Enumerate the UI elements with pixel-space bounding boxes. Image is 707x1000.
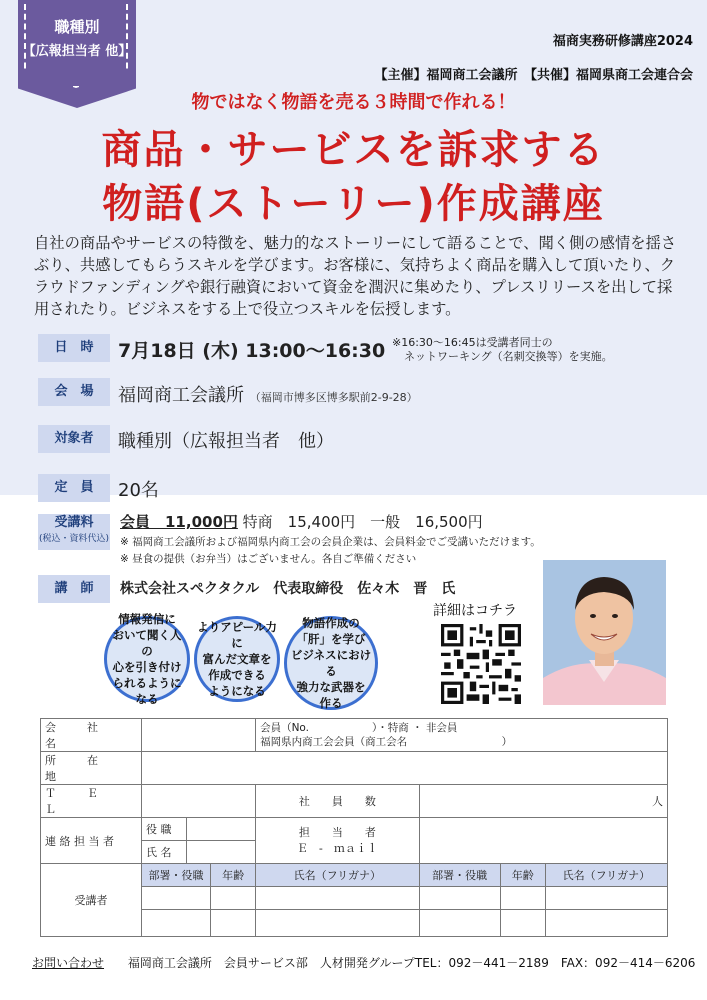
fee-label: [38, 514, 110, 550]
age-header-2: 年齢: [500, 864, 545, 887]
description: 自社の商品やサービスの特徴を、魅力的なストーリーにして語ることで、聞く側の感情を揺さぶり、共感してもらうスキルを学びます。お客様に、気持ちよく商品を購入して頂いたり、クラウドファンディングや銀行融資において資金を潤沢に集めたり、プレスリリースを出して採用されたり。ビジネスをする上で役立つスキルを伝授します。: [34, 234, 677, 318]
fee-line: [120, 511, 483, 532]
lecturer-portrait-icon: [543, 560, 666, 705]
attendee-age-input[interactable]: [500, 887, 545, 910]
bubble-line: よりアピール力に: [197, 620, 277, 650]
lecturer-label: 講 師: [38, 575, 110, 603]
contact-footer: [32, 954, 695, 971]
qr-label: 詳細はコチラ: [433, 603, 517, 619]
attendee-name-input[interactable]: [545, 910, 667, 937]
attendee-dept-input[interactable]: [419, 910, 500, 937]
person-in-charge-label: [256, 818, 420, 864]
tagline: 物ではなく物語を売る３時間で作れる！: [191, 92, 516, 113]
capacity-value: 20名: [118, 480, 159, 501]
dept-header-2: 部署・役職: [419, 864, 500, 887]
tel-label: Ｔ Ｅ Ｌ: [41, 785, 142, 818]
bubble-line: られるようになる: [112, 676, 182, 706]
date-note-line2: ネットワーキング（名刺交換等）を実施。: [404, 350, 613, 363]
venue-row: [118, 381, 418, 407]
staff-count-input[interactable]: [419, 785, 667, 818]
fee-note-2: ※ 昼食の提供（お弁当）はございません。各自ご準備ください: [120, 553, 417, 565]
staff-count-label: 社 員 数: [256, 785, 420, 818]
email-label: Ｅ - ｍａｉｌ: [296, 841, 378, 855]
attendee-dept-input[interactable]: [142, 887, 211, 910]
target-label: 対象者: [38, 425, 110, 453]
membership-line2: 福岡県内商工会会員（商工会名 ）: [260, 736, 513, 748]
tel-input[interactable]: [142, 785, 256, 818]
benefit-bubble-2: [194, 616, 280, 702]
category-tag-line1: 職種別: [54, 18, 100, 36]
category-tag-line2: 【広報担当者 他】: [22, 44, 132, 59]
bubble-line: 作る: [319, 696, 343, 710]
position-input[interactable]: [187, 818, 256, 841]
venue-address: （福岡市博多区博多駅前2-9-28）: [249, 391, 418, 404]
lecturer-photo: [543, 560, 666, 705]
people-unit: 人: [652, 795, 663, 808]
membership-field[interactable]: [256, 719, 668, 752]
bubble-line: ようになる: [208, 684, 266, 698]
qr-code-icon[interactable]: [441, 624, 521, 704]
address-label: 所 在 地: [41, 752, 142, 785]
attendee-name-input[interactable]: [545, 887, 667, 910]
bubble-line: 強力な武器を: [296, 680, 366, 694]
bubble-line: ビジネスにおける: [290, 648, 372, 678]
lecturer-value: 株式会社スペクタクル 代表取締役 佐々木 晋 氏: [120, 581, 456, 597]
benefit-bubble-1: [104, 612, 190, 706]
kana-header-2: 氏名（フリガナ）: [545, 864, 667, 887]
attendee-name-input[interactable]: [256, 910, 420, 937]
fee-member: 会員 11,000円: [120, 513, 238, 531]
attendee-name-input[interactable]: [256, 887, 420, 910]
attendee-age-input[interactable]: [500, 910, 545, 937]
contact-person-label: 連 絡 担 当 者: [41, 818, 142, 864]
attendee-age-input[interactable]: [211, 910, 256, 937]
date-note-line1: ※16:30～16:45は受講者同士の: [392, 336, 553, 349]
organizers: 【主催】福岡商工会議所 【共催】福岡県商工会連合会: [374, 68, 693, 83]
bubble-line: 富んだ文章を: [202, 652, 272, 666]
series-name: 福商実務研修講座2024: [552, 34, 693, 49]
company-input[interactable]: [142, 719, 256, 752]
title-line2: 物語(ストーリー)作成講座: [102, 181, 605, 227]
capacity-label: 定 員: [38, 474, 110, 502]
person-in-charge-text: 担 当 者: [298, 825, 376, 839]
attendee-label: 受講者: [41, 864, 142, 937]
contact-label: お問い合わせ: [32, 956, 105, 970]
name-label: 氏 名: [142, 841, 187, 864]
date-label: 日 時: [38, 334, 110, 362]
address-input[interactable]: [142, 752, 668, 785]
bubble-line: 心を引き付け: [112, 660, 182, 674]
age-header-1: 年齢: [211, 864, 256, 887]
contact-text: 福岡商工会議所 会員サービス部 人材開発グループTEL：092－441－2189 FAX：092－414－6206: [127, 956, 696, 970]
bubble-line: 物語作成の: [302, 616, 360, 630]
attendee-dept-input[interactable]: [142, 910, 211, 937]
membership-line1: 会員（No. ）・特商 ・ 非会員: [260, 722, 458, 734]
fee-note-1: ※ 福岡商工会議所および福岡県内商工会の会員企業は、会員料金でご受講いただけます。: [120, 536, 541, 548]
title-line1: 商品・サービスを訴求する: [101, 127, 606, 173]
fee-label-main: 受講料: [54, 515, 94, 530]
bubble-line: 作成できる: [208, 668, 266, 682]
name-input[interactable]: [187, 841, 256, 864]
venue-label: 会 場: [38, 378, 110, 406]
bubble-line: おいて聞く人の: [112, 628, 182, 658]
attendee-age-input[interactable]: [211, 887, 256, 910]
bubble-line: 情報発信に: [118, 612, 176, 626]
bubble-line: 「肝」を学び: [296, 632, 366, 646]
application-form: [40, 718, 668, 937]
date-note: [392, 336, 613, 364]
fee-label-sub: (税込・資料代込): [38, 534, 110, 544]
kana-header-1: 氏名（フリガナ）: [256, 864, 420, 887]
position-label: 役 職: [142, 818, 187, 841]
date-value: 7月18日 (木) 13:00～16:30: [118, 340, 386, 362]
fee-others: 特商 15,400円 一般 16,500円: [242, 513, 483, 531]
benefit-bubble-3: [284, 616, 378, 710]
company-label: 会 社 名: [41, 719, 142, 752]
dept-header-1: 部署・役職: [142, 864, 211, 887]
attendee-dept-input[interactable]: [419, 887, 500, 910]
target-value: 職種別（広報担当者 他）: [118, 431, 334, 452]
email-input[interactable]: [419, 818, 667, 864]
venue-value: 福岡商工会議所: [118, 385, 244, 406]
